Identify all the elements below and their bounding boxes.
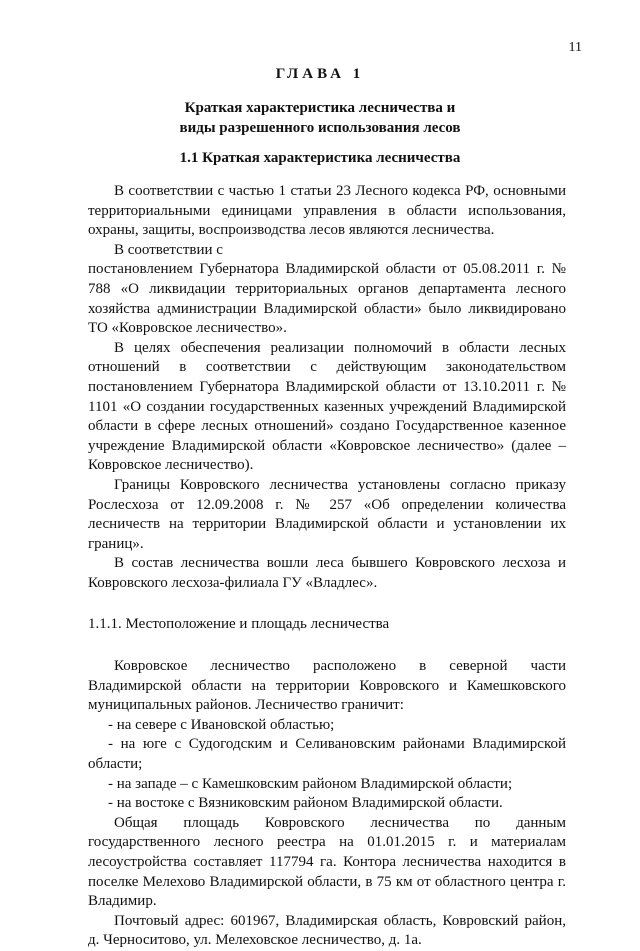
paragraph: Почтовый адрес: 601967, Владимирская область, Ковровский район, д. Черноситово, ул. Мелеховское лесничество, д. 1а.: [88, 912, 566, 949]
list-item: - на юге с Судогодским и Селивановским районами Владимирской области;: [88, 736, 566, 773]
paragraph: В состав лесничества вошли леса бывшего Ковровского лесхоза и Ковровского лесхоза-филиала ГУ «Владлес».: [88, 555, 566, 591]
list-item: - на востоке с Вязниковским районом Владимирской области.: [108, 795, 503, 812]
chapter-title: ГЛАВА 1: [275, 66, 365, 82]
paragraph: В соответствии с частью 1 статьи 23 Лесного кодекса РФ, основными территориальными единицами управления в области использования, охраны, защиты, воспроизводства лесов являются лесничества.: [88, 183, 566, 239]
paragraph: Ковровское лесничество расположено в северной части Владимирской области на территории Ковровского и Камешковского муниципальных районов. Лесничество граничит:: [88, 658, 566, 714]
paragraph: Границы Ковровского лесничества установлены согласно приказу Рослесхоза от 12.09.2008 г. № 257 «Об определении количества лесничеств на территории Владимирской области и установлении их границ».: [88, 476, 566, 552]
paragraph: постановлением Губернатора Владимирской области от 05.08.2011 г. № 788 «О ликвидации территориальных органов департамента лесного хозяйства администрации Владимирской области» было ликвидировано ТО «Ковровское лесничество».: [88, 261, 566, 337]
paragraph: В соответствии с: [114, 241, 223, 258]
paragraph: Общая площадь Ковровского лесничества по данным государственного лесного реестра на 01.01.2015 г. и материалам лесоустройства составляет 117794 га. Контора лесничества находится в поселке Мелехово Владимирской области, в 75 км от областного центра г. Владимир.: [88, 814, 566, 910]
list-item: - на западе – с Камешковским районом Владимирской области;: [108, 775, 513, 792]
list-item: - на севере с Ивановской областью;: [108, 716, 335, 733]
body-text: [88, 182, 566, 951]
paragraph: В целях обеспечения реализации полномочий в области лесных отношений в соответствии с действующим законодательством постановлением Губернатора Владимирской области от 13.10.2011 г. № 1101 «О создании государственных казенных учреждений Владимирской области в сфере лесных отношений» создано Государственное казенное учреждение Владимирской области «Ковровское лесничество» (далее – Ковровское лесничество).: [88, 339, 566, 474]
subtitle-line-2: виды разрешенного использования лесов: [179, 120, 461, 136]
page-number: 11: [568, 40, 582, 55]
subtitle-line-1: Краткая характеристика лесничества и: [184, 100, 456, 116]
subsection-title: 1.1.1. Местоположение и площадь лесничества: [88, 616, 390, 633]
chapter-subtitle: [0, 98, 640, 138]
section-title: 1.1 Краткая характеристика лесничества: [179, 150, 461, 166]
